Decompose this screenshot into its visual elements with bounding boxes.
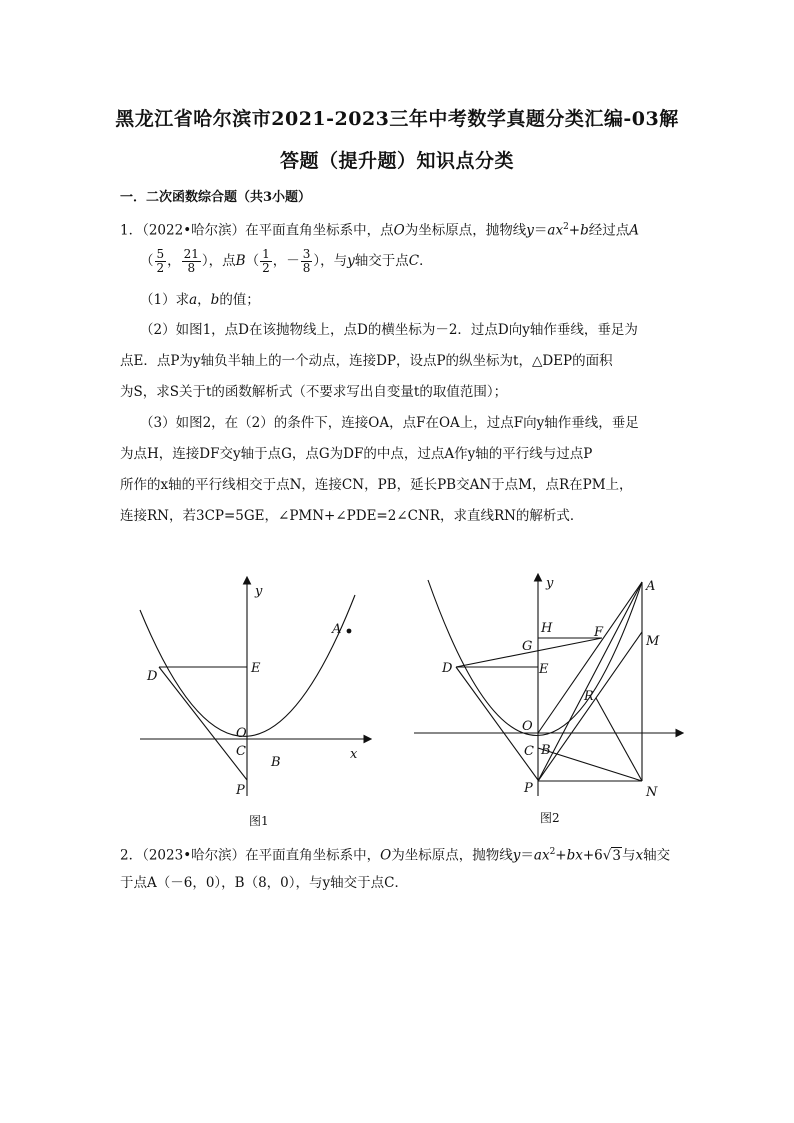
q1-part-3-line-1: （3）如图2，在（2）的条件下，连接OA，点F在OA上，过点F向y轴作垂线，垂足	[140, 415, 639, 431]
q1-line-1: 1．（2022•哈尔滨）在平面直角坐标系中，点O为坐标原点，抛物线$y=ax^2+b$经过点A	[120, 222, 640, 239]
figure-2-caption: 图2	[540, 811, 560, 825]
q2-number: 2．	[120, 847, 143, 864]
label-y: y	[255, 584, 263, 599]
label-p: P	[524, 781, 533, 796]
label-o: O	[236, 726, 247, 741]
segment-oa	[538, 582, 642, 733]
label-b: B	[541, 743, 551, 758]
q1-source: （2022•哈尔滨）	[142, 222, 246, 239]
label-a: A	[646, 579, 656, 594]
label-o: O	[522, 719, 533, 734]
segment-pa	[538, 582, 642, 781]
q2-source: （2023•哈尔滨）	[142, 847, 246, 864]
segment-pm	[538, 632, 642, 781]
label-y: y	[546, 576, 554, 591]
label-d: D	[442, 661, 453, 676]
label-a: A	[332, 622, 342, 637]
figure-1	[130, 570, 380, 805]
title-line-1: 黑龙江省哈尔滨市2021-2023三年中考数学真题分类汇编-03解	[115, 108, 679, 130]
q1-part-3-line-3: 所作的x轴的平行线相交于点N，连接CN，PB，延长PB交AN于点M，点R在PM上，	[120, 477, 633, 493]
q1-line-2: （ $\frac{5}{2}$ ， $\frac{21}{8}$ ），点B（ $\frac{1}{2}$ ，－ $\frac{3}{8}$ ），与y轴交于点C．	[140, 247, 433, 275]
fraction-b-x: $\frac{1}{2}$	[262, 247, 270, 275]
label-c: C	[236, 744, 246, 759]
section-heading: 一．二次函数综合题（共3小题）	[120, 190, 312, 205]
fraction-a-x: $\frac{5}{2}$	[156, 247, 165, 275]
label-h: H	[541, 621, 553, 636]
parabola	[428, 580, 642, 736]
q2-line-1: 2．（2023•哈尔滨）在平面直角坐标系中，O为坐标原点，抛物线$y=ax^2+bx+6√3$与x轴交	[120, 847, 671, 864]
q1-part-2-line-1: （2）如图1，点D在该抛物线上，点D的横坐标为－2．过点D向y轴作垂线，垂足为	[140, 322, 638, 338]
label-e: E	[539, 662, 549, 677]
label-r: R	[584, 689, 594, 704]
label-d: D	[147, 669, 158, 684]
label-c: C	[524, 744, 534, 759]
label-p: P	[236, 783, 245, 798]
q1-part-2-line-3: 为S，求S关于t的函数解析式（不要求写出自变量t的取值范围）；	[120, 384, 508, 400]
point-a-dot	[347, 629, 352, 634]
figure-2	[410, 570, 685, 805]
q1-part-1: （1）求a，b的值；	[140, 292, 260, 308]
label-f: F	[594, 625, 604, 640]
label-g: G	[522, 639, 533, 654]
figure-1-caption: 图1	[249, 814, 269, 828]
fraction-b-y: $\frac{3}{8}$	[302, 247, 311, 275]
q2-line-2: 于点A（－6，0），B（8，0），与y轴交于点C．	[120, 875, 408, 891]
label-n: N	[646, 785, 658, 800]
label-e: E	[251, 661, 261, 676]
segment-dp	[159, 667, 247, 780]
title-line-2: 答题（提升题）知识点分类	[279, 150, 514, 172]
fraction-a-y: $\frac{21}{8}$	[183, 247, 199, 275]
label-m: M	[646, 634, 660, 649]
label-b: B	[271, 755, 281, 770]
q1-part-3-line-2: 为点H，连接DF交y轴于点G，点G为DF的中点，过点A作y轴的平行线与过点P	[120, 446, 593, 462]
label-x: x	[350, 747, 358, 762]
q1-number: 1．	[120, 222, 143, 239]
q1-part-3-line-4: 连接RN，若3CP=5GE，∠PMN+∠PDE=2∠CNR，求直线RN的解析式．	[120, 508, 584, 524]
q1-part-2-line-2: 点E．点P为y轴负半轴上的一个动点，连接DP，设点P的纵坐标为t，△DEP的面积	[120, 353, 613, 369]
